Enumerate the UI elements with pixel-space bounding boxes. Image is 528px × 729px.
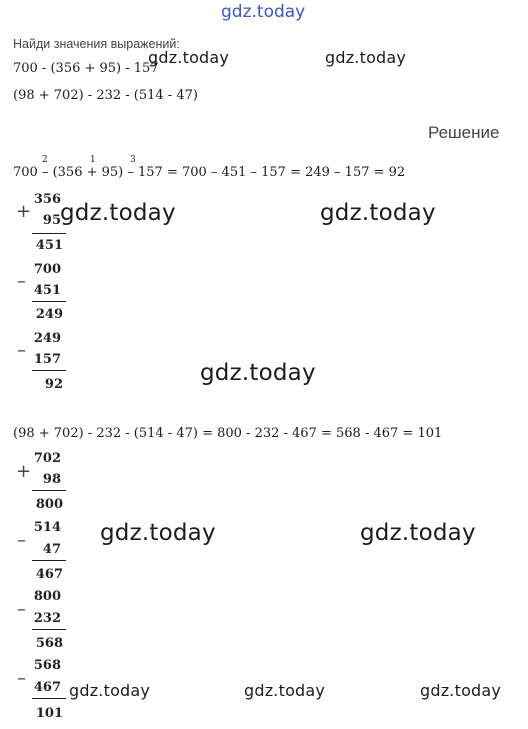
column-result: 249: [35, 307, 63, 322]
solution-1-equation: 700 – (356 + 95) – 157 = 700 – 451 – 157 = 249 – 157 = 92: [13, 165, 406, 180]
plus-sign: +: [16, 461, 32, 482]
column-top: 514: [33, 520, 61, 535]
column-bottom: 95: [42, 213, 61, 228]
column-line: [32, 370, 66, 371]
solution-2-equation: (98 + 702) - 232 - (514 - 47) = 800 - 232 - 467 = 568 - 467 = 101: [13, 426, 443, 441]
solution-heading: Решение: [428, 123, 500, 142]
column-top: 356: [33, 192, 61, 207]
column-result: 800: [35, 497, 63, 512]
column-line: [32, 560, 66, 561]
watermark: gdz.today: [244, 681, 326, 700]
watermark: gdz.today: [320, 200, 436, 226]
column-top: 800: [33, 589, 61, 604]
column-line: [32, 233, 66, 234]
minus-sign: –: [17, 271, 26, 292]
column-top: 702: [33, 451, 61, 466]
column-top: 568: [33, 658, 61, 673]
column-result: 568: [35, 636, 63, 651]
column-top: 700: [33, 262, 61, 277]
watermark: gdz.today: [148, 48, 230, 67]
column-bottom: 451: [33, 283, 61, 298]
column-top: 249: [33, 331, 61, 346]
watermark: gdz.today: [420, 681, 502, 700]
column-bottom: 467: [33, 680, 61, 695]
watermark: gdz.today: [200, 360, 316, 386]
order-mark: 2: [42, 155, 48, 165]
order-mark: 1: [90, 155, 96, 165]
minus-sign: –: [17, 599, 26, 620]
column-line: [32, 490, 66, 491]
minus-sign: –: [17, 668, 26, 689]
minus-sign: –: [17, 530, 26, 551]
column-result: 92: [44, 377, 63, 392]
watermark: gdz.today: [360, 520, 476, 546]
column-bottom: 157: [33, 352, 61, 367]
watermark: gdz.today: [100, 520, 216, 546]
task-expression-1: 700 - (356 + 95) - 157: [13, 61, 159, 76]
task-expression-2: (98 + 702) - 232 - (514 - 47): [13, 88, 198, 103]
column-line: [32, 698, 66, 699]
column-bottom: 47: [42, 542, 61, 557]
column-line: [32, 629, 66, 630]
column-result: 467: [35, 567, 63, 582]
column-bottom: 98: [42, 472, 61, 487]
plus-sign: +: [16, 201, 32, 222]
minus-sign: –: [17, 340, 26, 361]
watermark: gdz.today: [69, 681, 151, 700]
column-result: 451: [35, 238, 63, 253]
column-line: [32, 301, 66, 302]
task-prompt: Найди значения выражений:: [13, 37, 180, 51]
column-bottom: 232: [33, 611, 61, 626]
column-result: 101: [35, 706, 63, 721]
order-mark: 3: [130, 155, 136, 165]
watermark: gdz.today: [60, 200, 176, 226]
site-logo[interactable]: gdz.today: [221, 2, 306, 22]
watermark: gdz.today: [325, 48, 407, 67]
